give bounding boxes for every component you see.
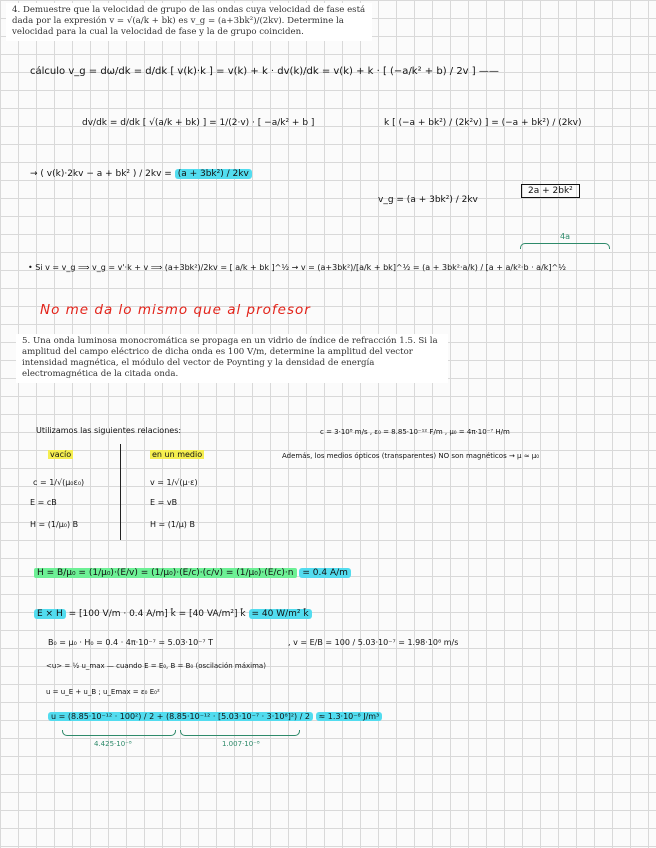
p5-vac-h: H = (1/μ₀) B (30, 520, 79, 529)
problem-4-statement (6, 3, 372, 41)
p5-avg: <u> = ½ u_max — cuando E = E₀, B = B₀ (oscilación máxima) (46, 662, 266, 670)
top-brace (520, 243, 610, 249)
p5-vacio-heading: vacío (50, 450, 72, 459)
p5-v-calc: , v = E/B = 100 / 5.03·10⁻⁷ = 1.98·10⁸ m/s (288, 638, 459, 647)
poynting-label: E × H (34, 609, 66, 619)
p5-medio-heading: en un medio (152, 450, 203, 459)
p5-med-h: H = (1/μ) B (150, 520, 195, 529)
problem-text: Una onda luminosa monocromática se propaga en un vidrio de índice de refracción 1.5. Si la amplitud del campo eléctrico de dicha onda es 100 V/m, determine la amplitud del vector intensidad magnética, el módulo del vector de Poynting y la densidad de energía electromagnética de la citada onda. (22, 336, 438, 379)
p5-vac-e: E = cB (30, 498, 57, 507)
p5-vac-c: c = 1/√(μ₀ε₀) (33, 478, 85, 487)
problem-number: 5. (22, 336, 31, 346)
p5-note: Además, los medios ópticos (transparentes) NO son magnéticos → μ ≈ μ₀ (282, 452, 540, 460)
p4-line1: cálculo v_g = dω/dk = d/dk [ v(k)·k ] = v(k) + k · dv(k)/dk = v(k) + k · [ (−a/k² + b) / 2v ] —— (30, 66, 499, 77)
p5-poynting: E × H = [100 V/m · 0.4 A/m] k̂ = [40 VA/m²] k̂ = 40 W/m² k̂ (34, 609, 312, 619)
p4-red-note: No me da lo mismo que al profesor (40, 302, 311, 318)
column-divider (120, 444, 121, 540)
poynting-result: = 40 W/m² k̂ (249, 609, 312, 619)
p5-h-calc: H = B/μ₀ = (1/μ₀)·(E/v) = (1/μ₀)·(E/c)·(c/v) = (1/μ₀)·(E/c)·n = 0.4 A/m (34, 568, 351, 578)
p4-line4: • Si v = v_g ⟹ v_g = v'·k + v ⟹ (a+3bk²)/2kv = [ a/k + bk ]^½ → v = (a+3bk²)/[a/k + bk]^½ = (a + 3bk²·a/k) / [a + a/k²·b · a/k]^½ (28, 263, 566, 272)
p4-note-4a: 4a (560, 232, 570, 241)
p4-line2a: dv/dk = d/dk [ √(a/k + bk) ] = 1/(2·v) · [ −a/k² + b ] (82, 118, 315, 128)
problem-text: Demuestre que la velocidad de grupo de las ondas cuya velocidad de fase está dada por la expresión v = √(a/k + bk) es v_g = (a+3bk²)/(2kv). Determine la velocidad para la cual la velocidad de fase y la de grupo coinciden. (12, 5, 366, 37)
p4-highlight-result: (a + 3bk²) / 2kv (175, 169, 252, 179)
p5-med-v: v = 1/√(μ·ε) (150, 478, 198, 487)
p5-u-sum: u = u_E + u_B ; u_Emax = ε₀ E₀² (46, 688, 160, 696)
p4-boxed-result: 2a + 2bk² (521, 184, 580, 198)
p5-h-result: = 0.4 A/m (299, 568, 351, 578)
brace-value-2: 1.007·10⁻⁸ (222, 740, 260, 748)
p5-u-result: ≈ 1.3·10⁻⁸ J/m³ (316, 712, 383, 721)
p5-b-calc: B₀ = μ₀ · H₀ = 0.4 · 4π·10⁻⁷ = 5.03·10⁻⁷ T (48, 638, 214, 647)
p4-line3: → ( v(k)·2kv − a + bk² ) / 2kv = (a + 3bk²) / 2kv (30, 169, 252, 179)
brace-value-1: 4.425·10⁻⁸ (94, 740, 132, 748)
p4-line2b: k [ (−a + bk²) / (2k²v) ] = (−a + bk²) / (2kv) (384, 118, 582, 128)
problem-number: 4. (12, 5, 21, 15)
problem-5-statement (16, 334, 448, 383)
p5-constants: c = 3·10⁸ m/s , ε₀ = 8.85·10⁻¹² F/m , μ₀ = 4π·10⁻⁷ H/m (320, 428, 510, 436)
p4-vg-label: v_g = (a + 3bk²) / 2kv (378, 195, 478, 205)
brace-right (180, 730, 300, 736)
p5-u-calc: u = (8.85·10⁻¹² · 100²) / 2 + (8.85·10⁻¹² · [5.03·10⁻⁷ · 3·10⁸]²) / 2 ≈ 1.3·10⁻⁸ J/m³ (48, 712, 382, 721)
p5-med-e: E = vB (150, 498, 178, 507)
p5-intro: Utilizamos las siguientes relaciones: (36, 426, 182, 435)
brace-left (62, 730, 176, 736)
